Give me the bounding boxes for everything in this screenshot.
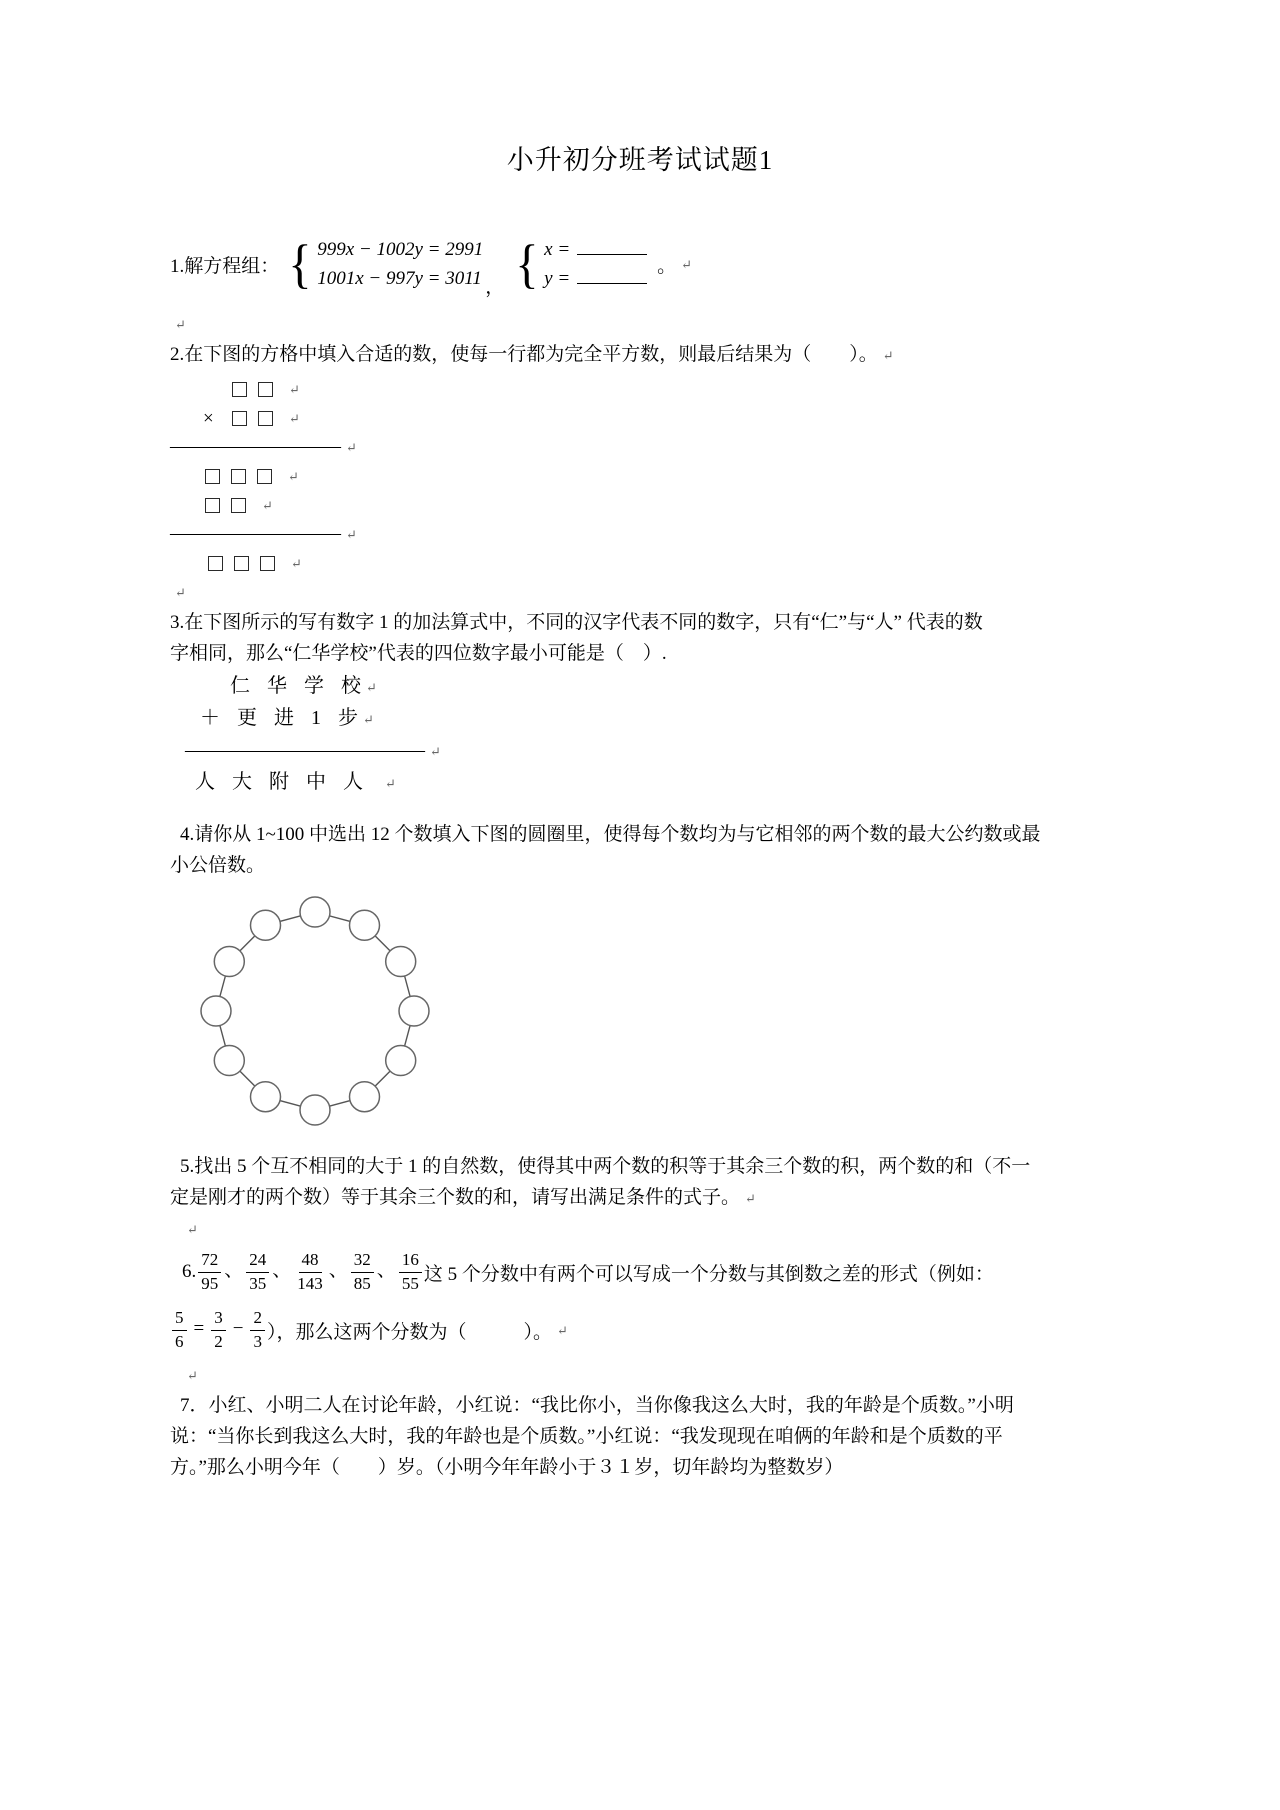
mult-box-row (170, 490, 1110, 519)
fraction: $\frac{2}{3}$ (250, 1308, 265, 1352)
q3-addend-2: ＋ 更 进 1 步↵ (170, 703, 1110, 735)
q4-ring-diagram (195, 893, 435, 1129)
mult-box-row (170, 548, 1110, 577)
q6-example (170, 1308, 267, 1352)
number-circle (251, 910, 281, 940)
fraction-separator: 、 (272, 1260, 292, 1282)
question-6-line2 (170, 1306, 1110, 1354)
fraction: $\frac{16}{55}$ (399, 1250, 422, 1294)
answer-box (257, 469, 272, 484)
paragraph-mark-icon (170, 309, 186, 340)
paragraph-mark-icon (552, 1319, 568, 1341)
paragraph-mark-icon (284, 403, 300, 433)
number-circle (350, 1082, 380, 1112)
fraction: $\frac{24}{35}$ (246, 1250, 269, 1294)
number-circle (300, 897, 330, 927)
number-circle (251, 1082, 281, 1112)
answer-box (205, 498, 220, 513)
paragraph-mark-icon (341, 519, 357, 549)
paragraph-mark-icon (182, 1360, 198, 1391)
paragraph-mark-icon (257, 490, 273, 520)
multiply-sign: × (203, 408, 214, 430)
q1-period: 。 (657, 255, 677, 277)
q6-label: 6. (182, 1261, 197, 1282)
number-circle (214, 947, 244, 977)
mult-box-row (170, 461, 1110, 490)
paragraph-mark-icon (170, 577, 186, 608)
answer-box (231, 498, 246, 513)
blank-line (170, 577, 1110, 607)
question-5-text-line1: 5.找出 5 个互不相同的大于 1 的自然数，使得其中两个数的积等于其余三个数的积，两个数的和（不一 (180, 1156, 1031, 1177)
fraction: $\frac{72}{95}$ (198, 1250, 221, 1294)
paragraph-mark-icon (361, 671, 377, 703)
equals-sign: = (193, 1318, 205, 1340)
left-brace: { (515, 234, 539, 294)
fraction: $\frac{32}{85}$ (351, 1250, 374, 1294)
question-7-text-line3: 方。”那么小明今年（ ）岁。（小明今年年龄小于３１岁，切年龄均为整数岁） (170, 1457, 844, 1478)
answer-box (258, 382, 273, 397)
question-4-text-line1: 4.请你从 1~100 中选出 12 个数填入下图的圆圈里，使得每个数均为与它相邻的两个数的最大公约数或最 (180, 824, 1041, 845)
paragraph-mark-icon (878, 339, 894, 371)
mult-box-row (170, 374, 1110, 403)
q3-sum: 人 大 附 中 人 ↵ (170, 767, 1110, 799)
q6-fraction-list (196, 1250, 424, 1294)
question-2-text: 2.在下图的方格中填入合适的数，使每一行都为完全平方数，则最后结果为（ ）。↵ (170, 339, 1110, 371)
paragraph-mark-icon (676, 253, 692, 275)
question-7-text-line2: 说：“当你长到我这么大时，我的年龄也是个质数。”小红说：“我发现现在咱俩的年龄和是个质数的平 (170, 1426, 1003, 1447)
mult-rule-line (170, 519, 1110, 548)
q1-comma: ， (485, 277, 505, 298)
number-circle (214, 1046, 244, 1076)
question-6-line1 (170, 1248, 1110, 1296)
number-circle (399, 996, 429, 1026)
q1-answer-group (544, 238, 647, 291)
question-5-text-line2: 定是刚才的两个数）等于其余三个数的和，请写出满足条件的式子。↵ (170, 1182, 1110, 1214)
q2-worksheet (170, 374, 1110, 577)
paragraph-mark-icon (286, 548, 302, 578)
answer-box (232, 411, 247, 426)
paragraph-mark-icon (283, 461, 299, 491)
mult-box-row (170, 403, 1110, 432)
answer-box (231, 469, 246, 484)
blank-line (170, 309, 1110, 339)
number-circle (350, 910, 380, 940)
q1-answer-y: y = (544, 267, 647, 291)
rule-line-text: ————————— (170, 523, 341, 544)
blank-line (170, 1214, 1110, 1244)
q1-label: 1.解方程组： (170, 255, 280, 277)
fraction-separator: 、 (328, 1260, 348, 1282)
q1-equation-system (317, 238, 483, 291)
number-circle (300, 1095, 330, 1125)
question-3-text-line2: 字相同，那么“仁华学校”代表的四位数字最小可能是（ ）. (170, 643, 667, 664)
answer-box (234, 556, 249, 571)
answer-box (258, 411, 273, 426)
number-circle (386, 1046, 416, 1076)
paragraph-mark-icon (284, 374, 300, 404)
paragraph-mark-icon (740, 1182, 756, 1214)
fraction-separator: 、 (376, 1260, 396, 1282)
q6-text2: ），那么这两个分数为（ ）。 (266, 1321, 552, 1343)
answer-blank-y (577, 270, 647, 284)
paragraph-mark-icon (182, 1214, 198, 1245)
paragraph-mark-icon (425, 735, 441, 767)
answer-box (232, 382, 247, 397)
blank-line (170, 1360, 1110, 1390)
fraction: $\frac{48}{143}$ (297, 1250, 323, 1293)
paragraph-mark-icon (341, 432, 357, 462)
question-7-text-line1: 7．小红、小明二人在讨论年龄，小红说：“我比你小，当你像我这么大时，我的年龄是个质数。”小明 (180, 1395, 1014, 1416)
answer-box (260, 556, 275, 571)
q1-equation-1: 999x − 1002y = 2991 (317, 238, 484, 260)
q3-rule-line: ————————————↵ (170, 735, 1110, 767)
page-title: 小升初分班考试试题1 (506, 145, 774, 175)
q1-equation-2: 1001x − 997y = 3011 (317, 267, 482, 289)
number-circle (386, 947, 416, 977)
answer-box (208, 556, 223, 571)
mult-rule-line (170, 432, 1110, 461)
question-3-text-line1: 3.在下图所示的写有数字 1 的加法算式中，不同的汉字代表不同的数字，只有“仁”与“人” 代表的数 (170, 612, 983, 633)
q3-addition-puzzle (170, 671, 1110, 799)
left-brace: { (288, 234, 312, 294)
number-circle (201, 996, 231, 1026)
q1-answer-x: x = (544, 238, 647, 262)
q3-addend-1: 仁 华 学 校↵ (170, 671, 1110, 703)
minus-sign: − (232, 1318, 244, 1340)
question-4-text-line2: 小公倍数。 (170, 855, 266, 876)
answer-box (205, 469, 220, 484)
paragraph-mark-icon (380, 767, 396, 799)
fraction: $\frac{5}{6}$ (172, 1308, 187, 1352)
q6-text1: 这 5 个分数中有两个可以写成一个分数与其倒数之差的形式（例如： (423, 1263, 994, 1285)
fraction: $\frac{3}{2}$ (211, 1308, 226, 1352)
paragraph-mark-icon (358, 703, 374, 735)
rule-line-text: ————————— (170, 436, 341, 457)
question-1 (170, 225, 1110, 303)
fraction-separator: 、 (224, 1260, 244, 1282)
answer-blank-x (577, 241, 647, 255)
